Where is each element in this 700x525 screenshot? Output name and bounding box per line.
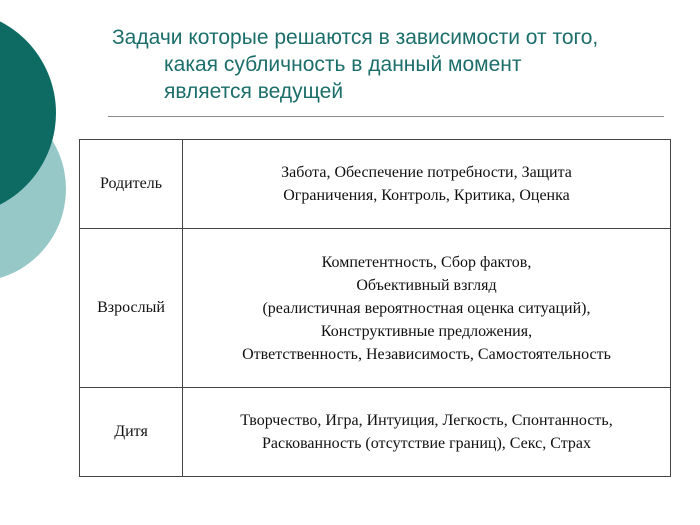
task-line: Конструктивные предложения, [320,322,533,340]
table-row-adult [80,229,671,388]
table-row-child [80,388,671,477]
role-cell-adult: Взрослый [80,229,183,388]
title-line: является ведущей [164,80,344,103]
title-line: какая субличность в данный момент [164,53,522,76]
tasks-cell-child [183,388,671,477]
slide-title [112,24,682,105]
task-line: Раскованность (отсутствие границ), Секс, Страх [262,435,591,452]
task-line: Ограничения, Контроль, Критика, Оценка [283,187,570,204]
table-row-parent [80,140,671,229]
role-cell-child: Дитя [80,388,183,477]
subpersonality-table [79,139,671,477]
task-line: (реалистичная вероятностная оценка ситуаций), [262,299,591,317]
task-line: Объективный взгляд [356,276,497,294]
title-divider [108,116,664,117]
role-cell-parent: Родитель [80,140,183,229]
task-line: Творчество, Игра, Интуиция, Легкость, Спонтанность, [240,412,613,429]
task-line: Забота, Обеспечение потребности, Защита [281,164,572,181]
task-line: Ответственность, Независимость, Самостоятельность [242,345,611,363]
task-line: Компетентность, Сбор фактов, [321,253,532,271]
title-line: Задачи которые решаются в зависимости от того, [112,26,599,49]
tasks-cell-parent [183,140,671,229]
tasks-cell-adult [183,229,671,388]
